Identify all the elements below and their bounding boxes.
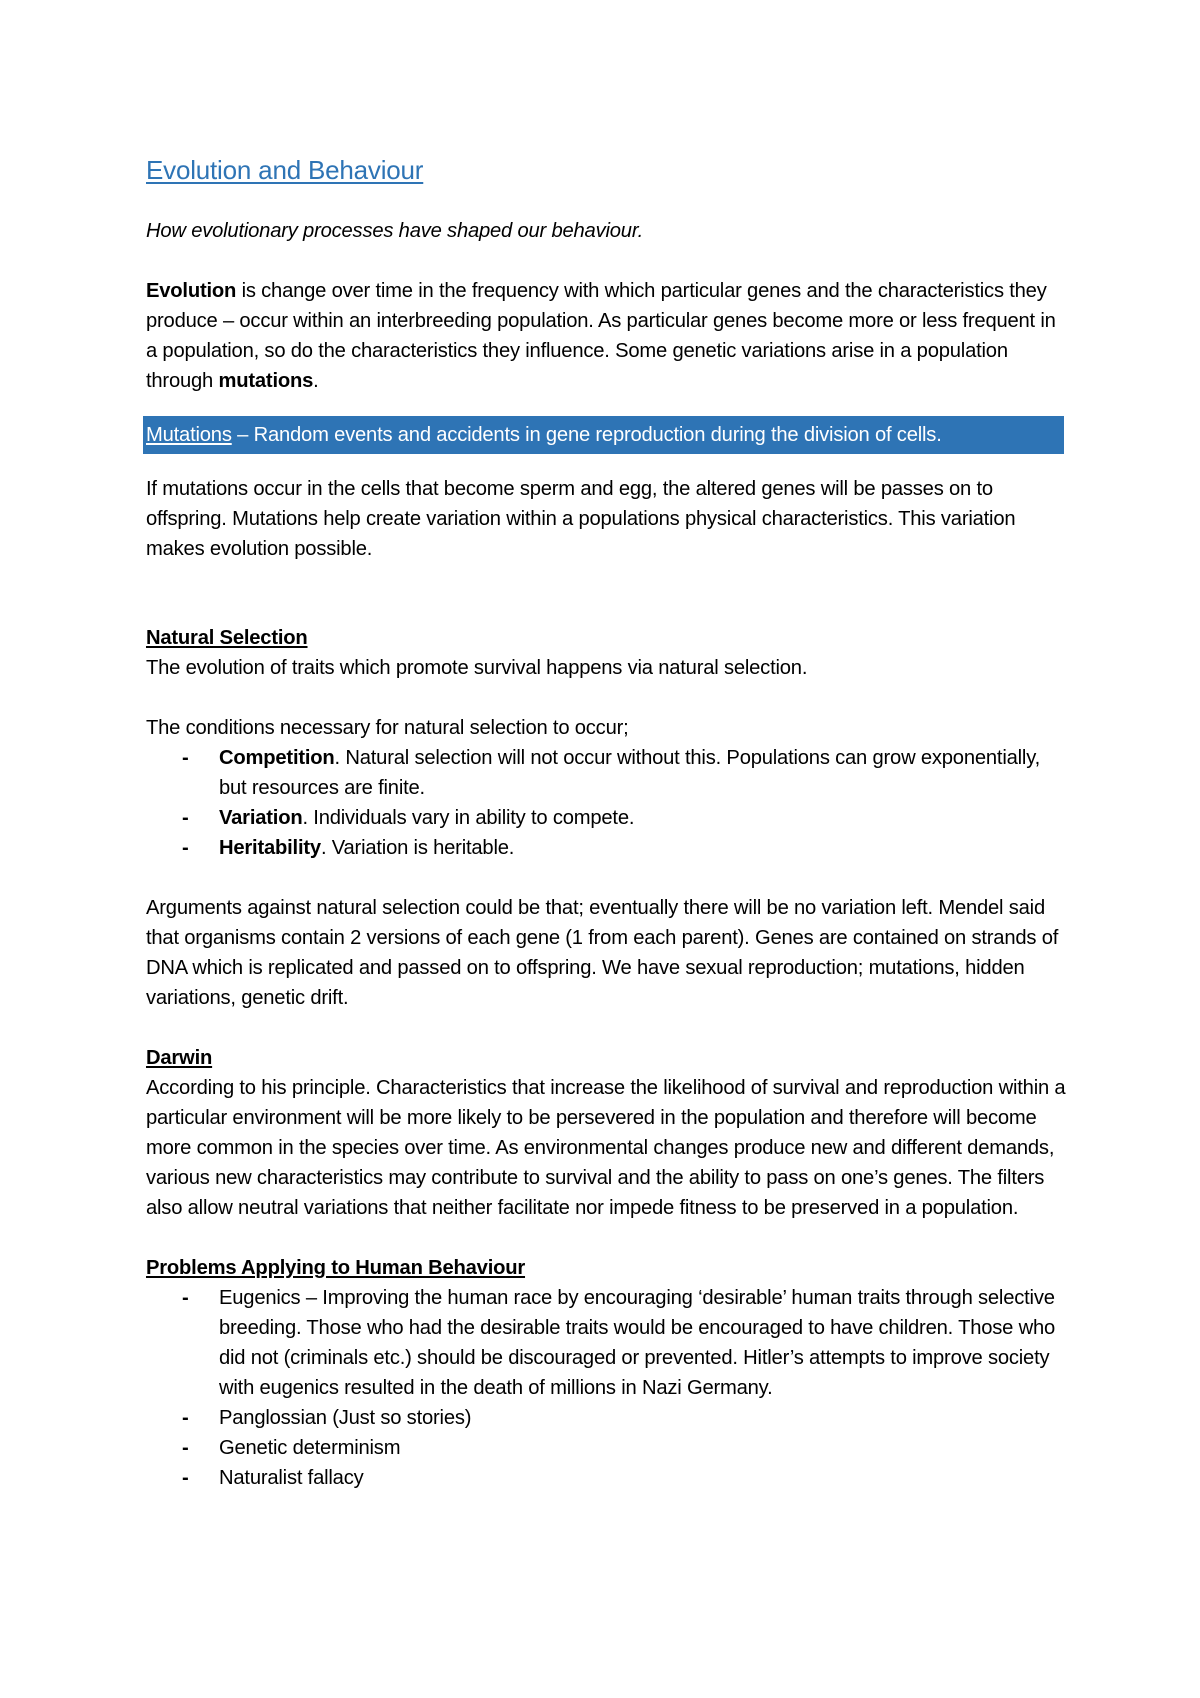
natural-selection-heading: Natural Selection (146, 627, 308, 649)
list-item (146, 743, 1066, 803)
list-item (146, 803, 1066, 833)
dash-bullet: - (182, 1407, 189, 1429)
problems-list (146, 1283, 1066, 1493)
mutations-term: Mutations (146, 424, 232, 446)
condition-term: Heritability (219, 837, 321, 859)
problem-text: Panglossian (Just so stories) (219, 1407, 472, 1429)
problem-text: Eugenics – Improving the human race by encouraging ‘desirable’ human traits through selective breeding. Those who had the desirable traits would be encouraged to have children. Those who did not (criminals etc.) should be discouraged or prevented. Hitler’s attempts to improve society with eugenics resulted in the death of millions in Nazi Germany. (219, 1287, 1056, 1399)
list-item (146, 1433, 1066, 1463)
dash-bullet: - (182, 837, 189, 859)
dash-bullet: - (182, 807, 189, 829)
mutations-definition: – Random events and accidents in gene reproduction during the division of cells. (231, 424, 942, 446)
intro-term: Evolution (146, 280, 237, 302)
list-item (146, 1463, 1066, 1493)
intro-text-end: . (313, 370, 319, 392)
darwin-heading: Darwin (146, 1047, 213, 1069)
document-page (146, 152, 1066, 1493)
condition-text: . Natural selection will not occur without this. Populations can grow exponentially, but resources are finite. (219, 747, 1041, 799)
natural-selection-line: The evolution of traits which promote survival happens via natural selection. (146, 657, 808, 679)
dash-bullet: - (182, 747, 189, 769)
intro-term-mutations: mutations (218, 370, 314, 392)
intro-paragraph (146, 276, 1066, 396)
dash-bullet: - (182, 1287, 189, 1309)
condition-text: . Variation is heritable. (320, 837, 515, 859)
conditions-intro: The conditions necessary for natural selection to occur; (146, 717, 629, 739)
problem-text: Genetic determinism (219, 1437, 401, 1459)
condition-text: . Individuals vary in ability to compete. (302, 807, 635, 829)
problems-heading: Problems Applying to Human Behaviour (146, 1257, 526, 1279)
list-item (146, 1403, 1066, 1433)
conditions-list (146, 743, 1066, 863)
dash-bullet: - (182, 1437, 189, 1459)
mutations-definition-box (143, 416, 1064, 454)
dash-bullet: - (182, 1467, 189, 1489)
intro-text: is change over time in the frequency with which particular genes and the characteristics they produce – occur within an interbreeding population. As particular genes become more or less frequent in a population, so do the characteristics they influence. Some genetic variations arise in a population through (146, 280, 1056, 392)
arguments-paragraph: Arguments against natural selection could be that; eventually there will be no variation left. Mendel said that organisms contain 2 versions of each gene (1 from each parent). Genes are contained on strands of DNA which is replicated and passed on to offspring. We have sexual reproduction; mutations, hidden variations, genetic drift. (146, 897, 1059, 1009)
problem-text: Naturalist fallacy (219, 1467, 364, 1489)
mutation-paragraph: If mutations occur in the cells that become sperm and egg, the altered genes will be passes on to offspring. Mutations help create variation within a populations physical characteristics. This variation makes evolution possible. (146, 478, 1016, 560)
condition-term: Competition (219, 747, 335, 769)
darwin-paragraph: According to his principle. Characteristics that increase the likelihood of survival and reproduction within a particular environment will be more likely to be persevered in the population and therefore will become more common in the species over time. As environmental changes produce new and different demands, various new characteristics may contribute to survival and the ability to pass on one’s genes. The filters also allow neutral variations that neither facilitate nor impede fitness to be preserved in a population. (146, 1077, 1066, 1219)
subtitle: How evolutionary processes have shaped our behaviour. (146, 220, 644, 242)
page-title: Evolution and Behaviour (146, 155, 424, 185)
list-item (146, 1283, 1066, 1403)
condition-term: Variation (219, 807, 303, 829)
list-item (146, 833, 1066, 863)
